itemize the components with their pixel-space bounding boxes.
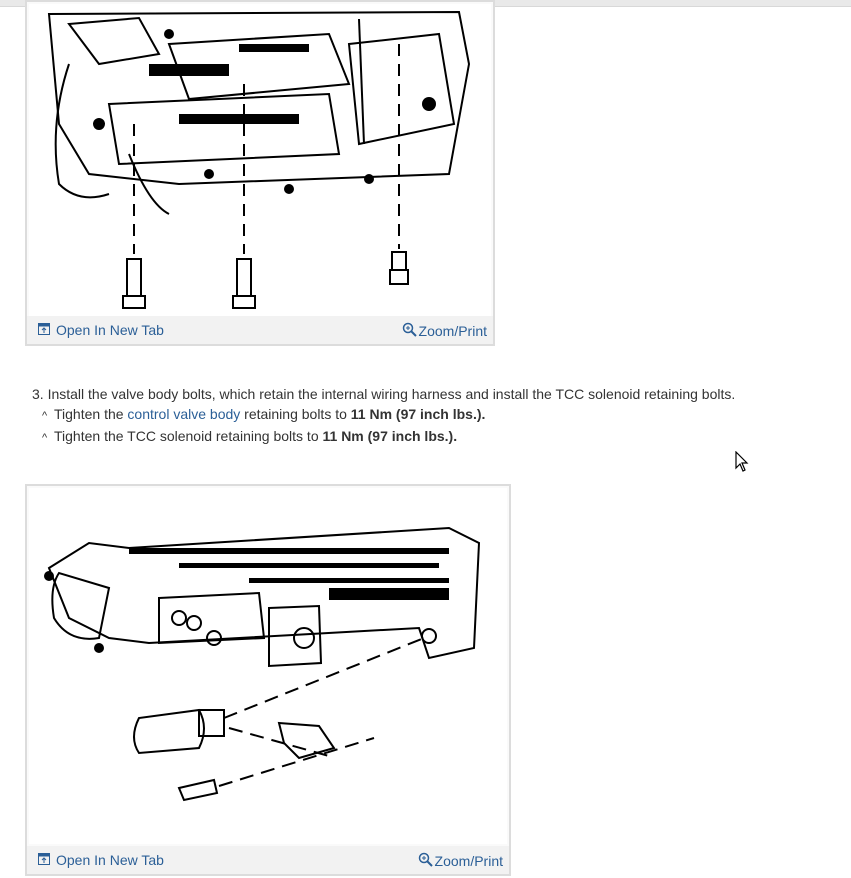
figure-tcc-solenoid bbox=[25, 484, 511, 876]
bullet-text: Tighten the bbox=[54, 406, 128, 422]
figure-toolbar bbox=[27, 316, 493, 344]
open-in-new-tab-icon bbox=[38, 852, 50, 868]
caret-marker: ^ bbox=[42, 432, 48, 444]
tcc-solenoid-diagram bbox=[29, 488, 507, 844]
zoom-icon bbox=[402, 322, 417, 340]
control-valve-body-link[interactable]: control valve body bbox=[127, 406, 241, 422]
open-in-new-tab-link[interactable] bbox=[38, 322, 164, 338]
bullet-text: retaining bolts to bbox=[240, 406, 351, 422]
zoom-print-link[interactable] bbox=[402, 322, 487, 340]
torque-spec: 11 Nm (97 inch lbs.). bbox=[322, 428, 458, 444]
caret-marker: ^ bbox=[42, 410, 48, 422]
bullet-control-valve-body bbox=[32, 404, 832, 426]
mouse-pointer-icon bbox=[735, 451, 749, 478]
valve-body-bolts-diagram bbox=[29, 4, 491, 316]
open-in-new-tab-link[interactable] bbox=[38, 852, 164, 868]
zoom-print-link[interactable] bbox=[418, 852, 503, 870]
zoom-print-label: Zoom/Print bbox=[418, 323, 487, 339]
zoom-icon bbox=[418, 852, 433, 870]
figure-valve-body-bolts bbox=[25, 0, 495, 346]
open-in-new-tab-label: Open In New Tab bbox=[56, 322, 164, 338]
bullet-text: Tighten the TCC solenoid retaining bolts to bbox=[54, 428, 323, 444]
figure-toolbar bbox=[27, 846, 509, 874]
install-step bbox=[32, 384, 832, 448]
zoom-print-label: Zoom/Print bbox=[434, 853, 503, 869]
open-in-new-tab-label: Open In New Tab bbox=[56, 852, 164, 868]
bullet-tcc-solenoid bbox=[32, 426, 832, 448]
torque-spec: 11 Nm (97 inch lbs.). bbox=[350, 406, 486, 422]
open-in-new-tab-icon bbox=[38, 322, 50, 338]
step-text: 3. Install the valve body bolts, which retain the internal wiring harness and install the TCC solenoid retaining bolts. bbox=[32, 386, 736, 402]
